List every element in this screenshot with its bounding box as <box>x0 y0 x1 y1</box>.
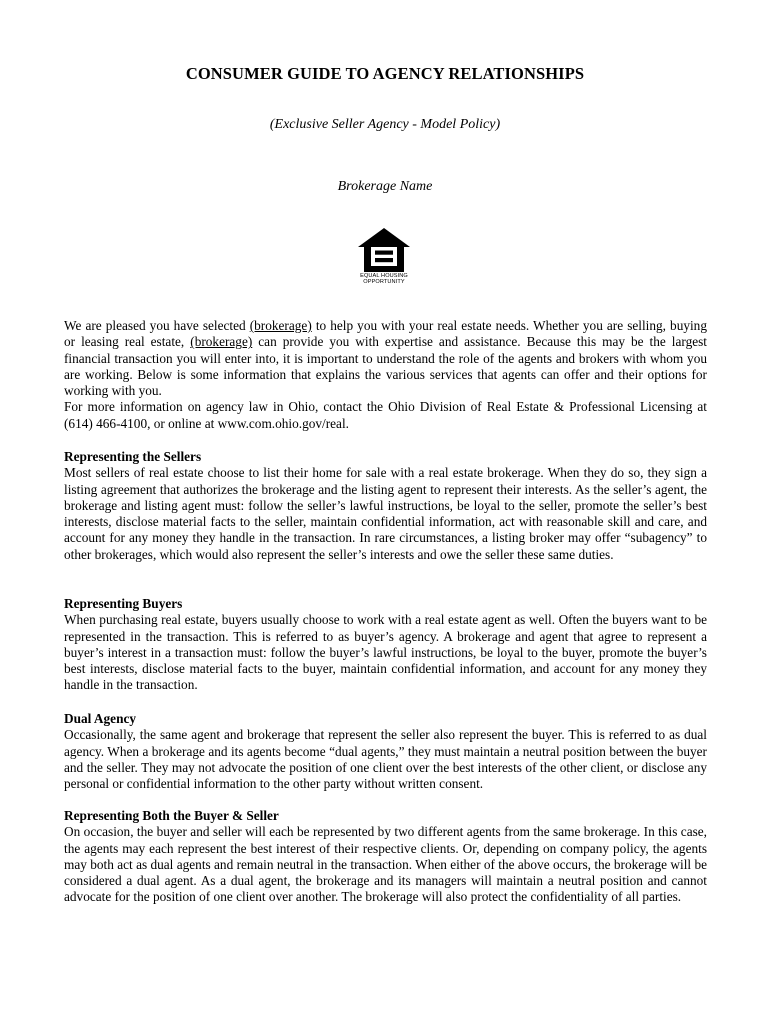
section-representing-sellers <box>64 449 707 563</box>
brokerage-placeholder-2: (brokerage) <box>190 334 253 350</box>
section-representing-both <box>64 808 707 906</box>
intro-section <box>64 318 707 432</box>
section-text: When purchasing real estate, buyers usually choose to work with a real estate agent as well. Often the buyers want to be represented in the transaction. This is referred to as buyer’s agency. A brokerage and agent that agree to represent a buyer’s interest in a transaction must: follow the buyer’s lawful instructions, be loyal to the buyer, promote the buyer’s best interests, disclose material facts to the buyer, maintain confidential information, and account for any money they handle in the transaction. <box>64 612 707 693</box>
section-representing-buyers <box>64 596 707 694</box>
document-title: CONSUMER GUIDE TO AGENCY RELATIONSHIPS <box>185 64 585 83</box>
intro-text-a: We are pleased you have selected <box>64 318 250 333</box>
document-subtitle: (Exclusive Seller Agency - Model Policy) <box>269 117 501 132</box>
eho-line-2: OPPORTUNITY <box>363 279 405 285</box>
section-heading: Representing the Sellers <box>64 449 202 464</box>
contact-paragraph: For more information on agency law in Ohio, contact the Ohio Division of Real Estate & Professional Licensing at (614) 466-4100, or online at www.com.ohio.gov/real. <box>64 399 707 431</box>
equal-housing-opportunity-icon <box>356 227 412 273</box>
section-heading: Representing Buyers <box>64 596 183 611</box>
eho-line-1: EQUAL HOUSING <box>360 273 408 279</box>
equal-housing-opportunity-logo <box>356 227 412 289</box>
brokerage-name: Brokerage Name <box>337 179 433 194</box>
section-text: Occasionally, the same agent and brokerage that represent the seller also represent the buyer. This is referred to as dual agency. When a brokerage and its agents become “dual agents,” they must maintain a neutral position between the buyer and the seller. They may not advocate the position of one client over the best interests of the other client, or disclose any personal or confidential information to the other party without written consent. <box>64 727 707 792</box>
intro-paragraph <box>64 318 707 399</box>
section-text: Most sellers of real estate choose to list their home for sale with a real estate brokerage. When they do so, they sign a listing agreement that authorizes the brokerage and the listing agent to represent their interests. As the seller’s agent, the brokerage and listing agent must: follow the seller’s lawful instructions, be loyal to the seller, promote the seller’s best interests, disclose material facts to the seller, maintain confidential information, act with reasonable skill and care, and account for any money they handle in the transaction. In rare circumstances, a listing broker may offer “subagency” to other brokerages, which would also represent the seller’s interests and owe the seller these same duties. <box>64 465 707 562</box>
brokerage-placeholder-1: (brokerage) <box>249 318 312 333</box>
section-heading: Dual Agency <box>64 711 137 726</box>
intro-text-b: to help you with your real estate needs. Whether you are selling, buying or leasing real estate, <box>64 318 707 350</box>
intro-text-c: can provide you with expertise and assistance. Because this may be the largest financial transaction you will enter into, it is important to understand the role of the agents and brokers with whom you are working. Below is some information that explains the various services that agents can offer and their options for working with you. <box>64 334 707 399</box>
section-dual-agency <box>64 711 707 792</box>
section-heading: Representing Both the Buyer & Seller <box>64 808 279 823</box>
section-text: On occasion, the buyer and seller will each be represented by two different agents from the same brokerage. In this case, the agents may each represent the best interest of their respective clients. Or, depending on company policy, the agents may both act as dual agents and remain neutral in the transaction. When either of the above occurs, the brokerage will be considered a dual agent. As a dual agent, the brokerage and its managers will maintain a neutral position and cannot advocate for the position of one client over another. The brokerage will also protect the confidentiality of all parties. <box>64 824 707 905</box>
